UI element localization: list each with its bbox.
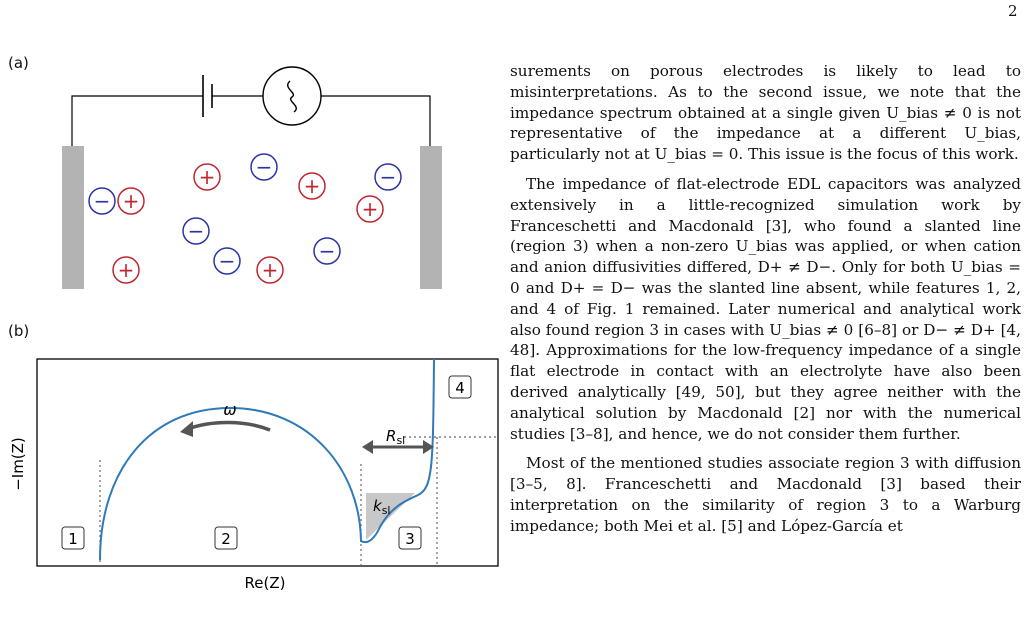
x-axis-label: Re(Z) (244, 574, 286, 592)
paragraph-2-text: The impedance of flat-electrode EDL capacitors was analyzed extensively in a little-recognized simulation work by Franceschetti and Macdonald [3], who found a slanted line (region 3) when a non-zero U_bias was applied, or when cation and anion diffusivities differed, D+ ≠ D−. Only for both U_bias = 0 and D+ = D− was the slanted line absent, while features 1, 2, and 4 of Fig. 1 remained. Later numerical and analytical work also found region 3 in cases with U_bias ≠ 0 [6–8] or D− ≠ D+ [4, 48]. Approximations for the low-frequency impedance of a single flat electrode in contact with an electrolyte have also been derived analytically [49, 50], but they agree neither with the analytical solution by Macdonald [2] nor with the numerical studies [3–8], and hence, we do not consider them further. (510, 174, 1021, 443)
left-electrode (62, 146, 84, 289)
ac-wave-icon (288, 81, 297, 112)
right-electrode (420, 146, 442, 289)
anion (214, 248, 240, 274)
figure-1 (0, 0, 500, 625)
anion (314, 238, 340, 264)
page-number: 2 (1008, 2, 1018, 20)
cation (113, 257, 139, 283)
circuit-diagram (72, 67, 430, 146)
anion-sign: − (93, 189, 111, 213)
cation (194, 164, 220, 190)
region-label-2: 2 (221, 530, 231, 548)
anion-sign: − (318, 239, 336, 263)
cation-sign: + (361, 197, 379, 221)
ions (89, 154, 401, 283)
panel-a-label: (a) (8, 54, 29, 72)
paragraph-2 (510, 174, 1021, 444)
cation (118, 188, 144, 214)
omega-arrowhead-icon (180, 421, 193, 437)
region-dividers (100, 437, 496, 566)
region-label-4: 4 (455, 379, 465, 397)
cation-sign: + (117, 258, 135, 282)
anion-sign: − (255, 155, 273, 179)
panel-b-label: (b) (8, 322, 30, 340)
wire-left (72, 96, 203, 146)
paragraph-1-text: surements on porous electrodes is likely to lead to misinterpretations. As to the second issue, we note that the impedance spectrum obtained at a single given U_bias ≠ 0 is not representative of the impedance at a different U_bias, particularly not at U_bias = 0. This issue is the focus of this work. (510, 62, 1021, 164)
omega-arrow-icon (185, 423, 270, 431)
anion (89, 188, 115, 214)
cation (357, 196, 383, 222)
paragraph-1 (510, 61, 1021, 165)
anion (251, 154, 277, 180)
cation (299, 173, 325, 199)
region-label-3: 3 (405, 530, 415, 548)
omega-label: ω (223, 400, 237, 419)
cation-sign: + (198, 165, 216, 189)
cation-sign: + (261, 258, 279, 282)
anion-sign: − (218, 249, 236, 273)
cation (257, 257, 283, 283)
body-text-column (510, 61, 1021, 625)
ac-source-icon (263, 67, 321, 125)
paragraph-3 (510, 453, 1021, 536)
anion-sign: − (379, 165, 397, 189)
cation-sign: + (303, 174, 321, 198)
r-sl-label: $R_{sl}$ (386, 427, 406, 447)
plot-frame (37, 359, 498, 566)
impedance-curve (100, 359, 434, 560)
anion-sign: − (187, 219, 205, 243)
r-sl-arrowhead-left-icon (362, 440, 373, 454)
y-axis-label: −Im(Z) (9, 437, 27, 491)
region-label-1: 1 (68, 530, 78, 548)
wire-right (321, 96, 430, 146)
region-label-boxes (62, 376, 471, 549)
cation-sign: + (122, 189, 140, 213)
anion (375, 164, 401, 190)
anion (183, 218, 209, 244)
paragraph-3-text: Most of the mentioned studies associate region 3 with diffusion [3–5, 8]. Franceschetti and Macdonald [3] based their interpretation on the similarity of region 3 to a Warburg impedance; both Mei et al. [5] and López-García et (510, 454, 1021, 535)
k-sl-label: $k_{sl}$ (373, 497, 391, 517)
